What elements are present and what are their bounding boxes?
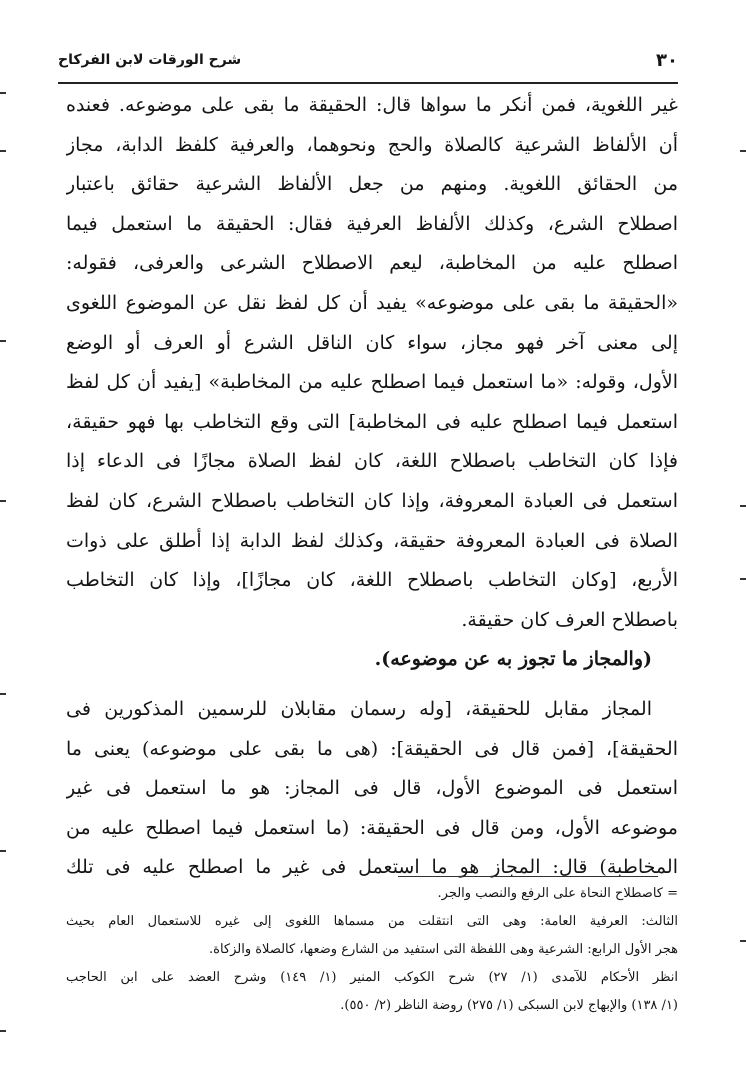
text-line: من الحقائق اللغوية. ومنهم من جعل الألفاظ الشرعية حقائق باعتبار bbox=[66, 173, 678, 196]
scan-margin-mark bbox=[0, 150, 6, 152]
text-line: اصطلح عليه من المخاطبة، ليعم الاصطلاح الشرعى والعرفى، فقوله: bbox=[66, 252, 678, 275]
section-heading: (والمجاز ما تجوز به عن موضوعه). bbox=[374, 648, 652, 671]
text-line: استعمل فيما اصطلح عليه فى المخاطبة] التى وقع التخاطب بها فهو حقيقة، bbox=[66, 410, 678, 433]
footnote-line: انظر الأحكام للآمدى (١/ ٢٧) شرح الكوكب المنير (١/ ١٤٩) وشرح العضد على ابن الحاجب bbox=[66, 970, 678, 985]
text-line: أن الألفاظ الشرعية كالصلاة والحج ونحوهما، والعرفية كلفظ الدابة، مجاز bbox=[66, 133, 678, 156]
paragraph-2 bbox=[66, 690, 678, 888]
page-number: ٣٠ bbox=[656, 50, 678, 71]
text-line: استعمل فى الموضوع الأول، قال فى المجاز: هو ما استعمل فى غير bbox=[66, 777, 678, 800]
footnote-line: (١/ ١٣٨) والإبهاج لابن السبكى (١/ ٢٧٥) روضة الناظر (٢/ ٥٥٠). bbox=[340, 998, 678, 1013]
paragraph-1 bbox=[66, 86, 678, 640]
footnote-line: الثالث: العرفية العامة: وهى التى انتقلت من مسماها اللغوى إلى غيره للاستعمال العام بحيث bbox=[66, 914, 678, 929]
scan-margin-mark bbox=[740, 505, 746, 507]
spacer bbox=[66, 680, 678, 690]
scan-margin-mark bbox=[740, 940, 746, 942]
scan-margin-mark bbox=[0, 92, 6, 94]
scan-margin-mark bbox=[740, 150, 746, 152]
text-line: الأول، وقوله: «ما استعمل فيما اصطلح عليه من المخاطبة» [يفيد أن كل لفظ bbox=[66, 371, 678, 394]
text-line: «الحقيقة ما بقى على موضوعه» يفيد أن كل لفظ نقل عن الموضوع اللغوى bbox=[66, 291, 678, 314]
header-rule bbox=[58, 82, 678, 84]
text-line: المخاطبة) قال: المجاز هو ما استعمل فى غير ما اصطلح عليه فى تلك bbox=[66, 856, 678, 879]
text-line: اصطلاح الشرع، وكذلك الألفاظ العرفية فقال: الحقيقة ما استعمل فيما bbox=[66, 212, 678, 235]
scan-margin-mark bbox=[0, 693, 6, 695]
text-line: غير اللغوية، فمن أنكر ما سواها قال: الحقيقة ما بقى على موضوعه. فعنده bbox=[66, 94, 678, 116]
book-title: شرح الورقات لابن الفركاح bbox=[58, 52, 242, 68]
text-line: المجاز مقابل للحقيقة، [وله رسمان مقابلان للرسمين المذكورين فى bbox=[66, 697, 652, 720]
scan-margin-mark bbox=[740, 578, 746, 580]
text-line: موضوعه الأول، ومن قال فى الحقيقة: (ما استعمل فيما اصطلح عليه من bbox=[66, 816, 678, 839]
footnote-line: = كاصطلاح النحاة على الرفع والنصب والجر. bbox=[437, 886, 678, 901]
text-line: باصطلاح العرف كان حقيقة. bbox=[461, 608, 678, 631]
main-text bbox=[66, 86, 678, 888]
scan-margin-mark bbox=[0, 340, 6, 342]
footnote-line: هجر الأول الرابع: الشرعية وهى اللفظة التى استفيد من الشارع وضعها، كالصلاة والزكاة. bbox=[209, 942, 678, 957]
running-head bbox=[58, 50, 678, 78]
scan-margin-mark bbox=[0, 1030, 6, 1032]
footnote-rule bbox=[398, 876, 658, 877]
text-line: الأربع، [وكان التخاطب باصطلاح اللغة، كان مجازًا]، وإذا كان التخاطب bbox=[66, 569, 678, 592]
text-line: الصلاة فى العبادة المعروفة حقيقة، وكذلك لفظ الدابة إذا أطلق على ذوات bbox=[66, 529, 678, 552]
text-line: إلى معنى آخر فهو مجاز، سواء كان الناقل الشرع أو العرف أو الوضع bbox=[66, 331, 678, 354]
text-line: الحقيقة]، [فمن قال فى الحقيقة]: (هى ما بقى على موضوعه) يعنى ما bbox=[66, 737, 678, 760]
scan-margin-mark bbox=[0, 500, 6, 502]
scan-margin-mark bbox=[0, 850, 6, 852]
text-line: استعمل فى العبادة المعروفة، وإذا كان التخاطب باصطلاح الشرع، كان لفظ bbox=[66, 489, 678, 512]
footnotes bbox=[66, 880, 678, 1020]
text-line: فإذا كان التخاطب باصطلاح اللغة، كان لفظ الصلاة مجازًا فى الدعاء إذا bbox=[66, 450, 678, 473]
